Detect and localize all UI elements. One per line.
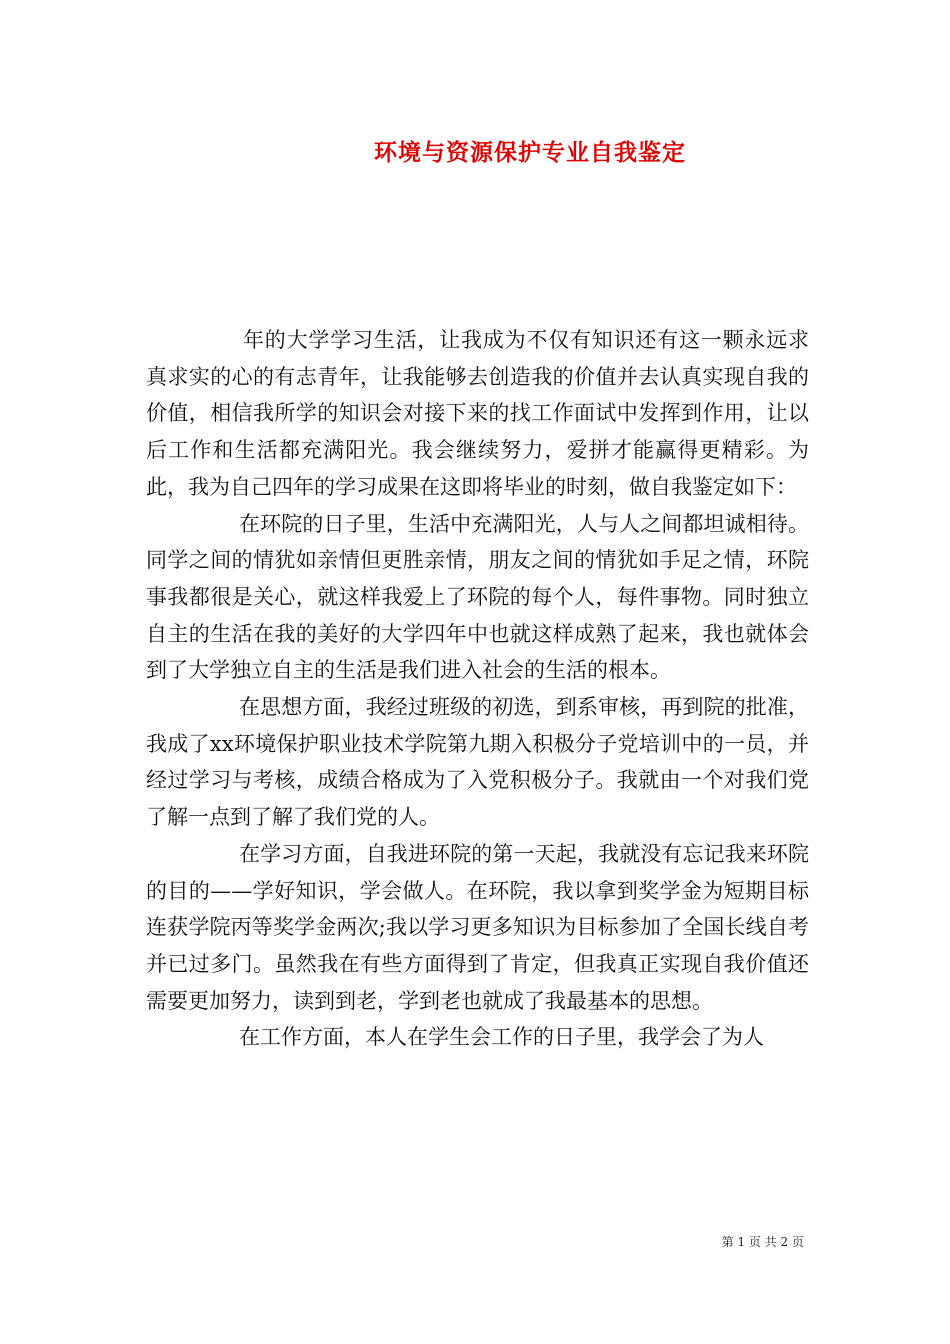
paragraph: 在思想方面，我经过班级的初选，到系审核，再到院的批准，我成了xx环境保护职业技术学院第九期入积极分子党培训中的一员，并经过学习与考核，成绩合格成为了入党积极分子。我就由一个对我们党了解一点到了解了我们党的人。 — [146, 695, 809, 830]
document-title: 环境与资源保护专业自我鉴定 — [374, 139, 686, 166]
paragraph: 在工作方面，本人在学生会工作的日子里，我学会了为人 — [239, 1025, 764, 1050]
page-number-footer: 第 1 页 共 2 页 — [721, 1235, 804, 1249]
document-body — [146, 322, 809, 1056]
paragraph: 年的大学学习生活，让我成为不仅有知识还有这一颗永远求真求实的心的有志青年，让我能够去创造我的价值并去认真实现自我的价值，相信我所学的知识会对接下来的找工作面试中发挥到作用，让以后工作和生活都充满阳光。我会继续努力，爱拼才能赢得更精彩。为此，我为自己四年的学习成果在这即将毕业的时刻，做自我鉴定如下： — [146, 328, 809, 499]
paragraph: 在学习方面，自我进环院的第一天起，我就没有忘记我来环院的目的——学好知识，学会做人。在环院，我以拿到奖学金为短期目标连获学院丙等奖学金两次;我以学习更多知识为目标参加了全国长线自考并已过多门。虽然我在有些方面得到了肯定，但我真正实现自我价值还需要更加努力，读到到老，学到老也就成了我最基本的思想。 — [146, 841, 809, 1013]
paragraph: 在环院的日子里，生活中充满阳光，人与人之间都坦诚相待。同学之间的情犹如亲情但更胜亲情，朋友之间的情犹如手足之情，环院事我都很是关心，就这样我爱上了环院的每个人，每件事物。同时独立自主的生活在我的美好的大学四年中也就这样成熟了起来，我也就体会到了大学独立自主的生活是我们进入社会的生活的根本。 — [146, 511, 809, 683]
